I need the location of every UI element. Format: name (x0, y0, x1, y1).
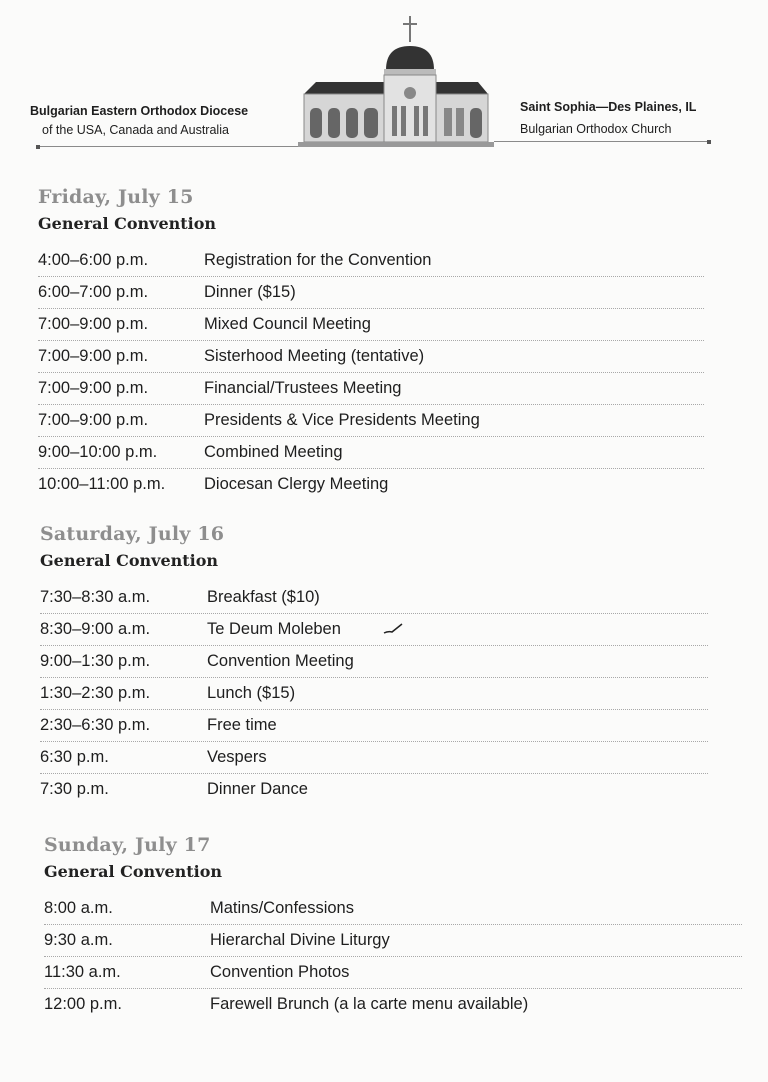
day-subtitle: General Convention (38, 214, 217, 233)
church-building-icon (296, 14, 496, 152)
schedule-row (40, 614, 708, 646)
letterhead (0, 0, 768, 160)
time-slot: 9:00–1:30 p.m. (40, 652, 151, 670)
time-slot: 7:00–9:00 p.m. (38, 379, 149, 397)
event-name: Lunch ($15) (207, 684, 296, 702)
day-subtitle: General Convention (44, 862, 223, 881)
time-slot: 8:30–9:00 a.m. (40, 620, 151, 638)
time-slot: 12:00 p.m. (44, 995, 122, 1013)
schedule-row (44, 957, 742, 989)
event-name: Combined Meeting (204, 443, 343, 461)
schedule-row (44, 893, 742, 925)
day-title: Saturday, July 16 (40, 523, 225, 545)
schedule-row (44, 925, 742, 957)
schedule-row (38, 341, 704, 373)
day-subtitle: General Convention (40, 551, 219, 570)
event-name: Registration for the Convention (204, 251, 432, 269)
parish-line-1: Saint Sophia—Des Plaines, IL (520, 100, 697, 114)
event-name: Sisterhood Meeting (tentative) (204, 347, 425, 365)
diocese-name (30, 102, 248, 140)
day-section-friday (38, 186, 704, 500)
schedule-row (38, 309, 704, 341)
parish-line-2: Bulgarian Orthodox Church (520, 122, 672, 136)
event-name: Hierarchal Divine Liturgy (210, 931, 390, 949)
time-slot: 7:00–9:00 p.m. (38, 347, 149, 365)
event-name: Presidents & Vice Presidents Meeting (204, 411, 480, 429)
schedule-row (38, 437, 704, 469)
rule-end-mark (707, 140, 711, 144)
time-slot: 1:30–2:30 p.m. (40, 684, 151, 702)
time-slot: 7:00–9:00 p.m. (38, 315, 149, 333)
schedule-row (38, 373, 704, 405)
schedule-row (44, 989, 742, 1020)
event-name: Breakfast ($10) (207, 588, 320, 606)
event-name: Convention Meeting (207, 652, 354, 670)
time-slot: 6:30 p.m. (40, 748, 109, 766)
schedule-list (44, 893, 742, 1020)
schedule-row (38, 469, 704, 500)
schedule-row (40, 742, 708, 774)
event-name: Convention Photos (210, 963, 350, 981)
time-slot: 7:30–8:30 a.m. (40, 588, 151, 606)
schedule-row (38, 245, 704, 277)
schedule-list (38, 245, 704, 500)
header-rule-right (494, 141, 710, 142)
event-name: Mixed Council Meeting (204, 315, 371, 333)
schedule-row (40, 710, 708, 742)
event-name: Te Deum Moleben (207, 620, 341, 638)
day-section-sunday (44, 834, 742, 1020)
time-slot: 4:00–6:00 p.m. (38, 251, 149, 269)
schedule-row (38, 277, 704, 309)
event-name: Financial/Trustees Meeting (204, 379, 402, 397)
event-name: Dinner Dance (207, 780, 308, 798)
time-slot: 2:30–6:30 p.m. (40, 716, 151, 734)
rule-end-mark (36, 145, 40, 149)
schedule-list (40, 582, 708, 805)
time-slot: 9:30 a.m. (44, 931, 113, 949)
event-name: Farewell Brunch (a la carte menu available) (210, 995, 529, 1013)
time-slot: 11:30 a.m. (44, 963, 121, 981)
event-name: Matins/Confessions (210, 899, 354, 917)
day-section-saturday (40, 523, 708, 805)
event-name: Diocesan Clergy Meeting (204, 475, 389, 493)
time-slot: 7:30 p.m. (40, 780, 109, 798)
event-name: Vespers (207, 748, 267, 766)
diocese-line-2: of the USA, Canada and Australia (42, 123, 229, 137)
schedule-row (40, 678, 708, 710)
time-slot: 8:00 a.m. (44, 899, 113, 917)
time-slot: 7:00–9:00 p.m. (38, 411, 149, 429)
time-slot: 10:00–11:00 p.m. (38, 475, 166, 493)
schedule-row (40, 582, 708, 614)
event-name: Dinner ($15) (204, 283, 296, 301)
schedule-row (40, 774, 708, 805)
time-slot: 9:00–10:00 p.m. (38, 443, 158, 461)
checkmark-icon (382, 622, 404, 636)
schedule-row (40, 646, 708, 678)
day-title: Friday, July 15 (38, 186, 194, 208)
event-name: Free time (207, 716, 277, 734)
diocese-line-1: Bulgarian Eastern Orthodox Diocese (30, 104, 249, 118)
day-title: Sunday, July 17 (44, 834, 211, 856)
parish-name (520, 96, 696, 140)
time-slot: 6:00–7:00 p.m. (38, 283, 149, 301)
header-rule-left (36, 146, 298, 147)
schedule-row (38, 405, 704, 437)
